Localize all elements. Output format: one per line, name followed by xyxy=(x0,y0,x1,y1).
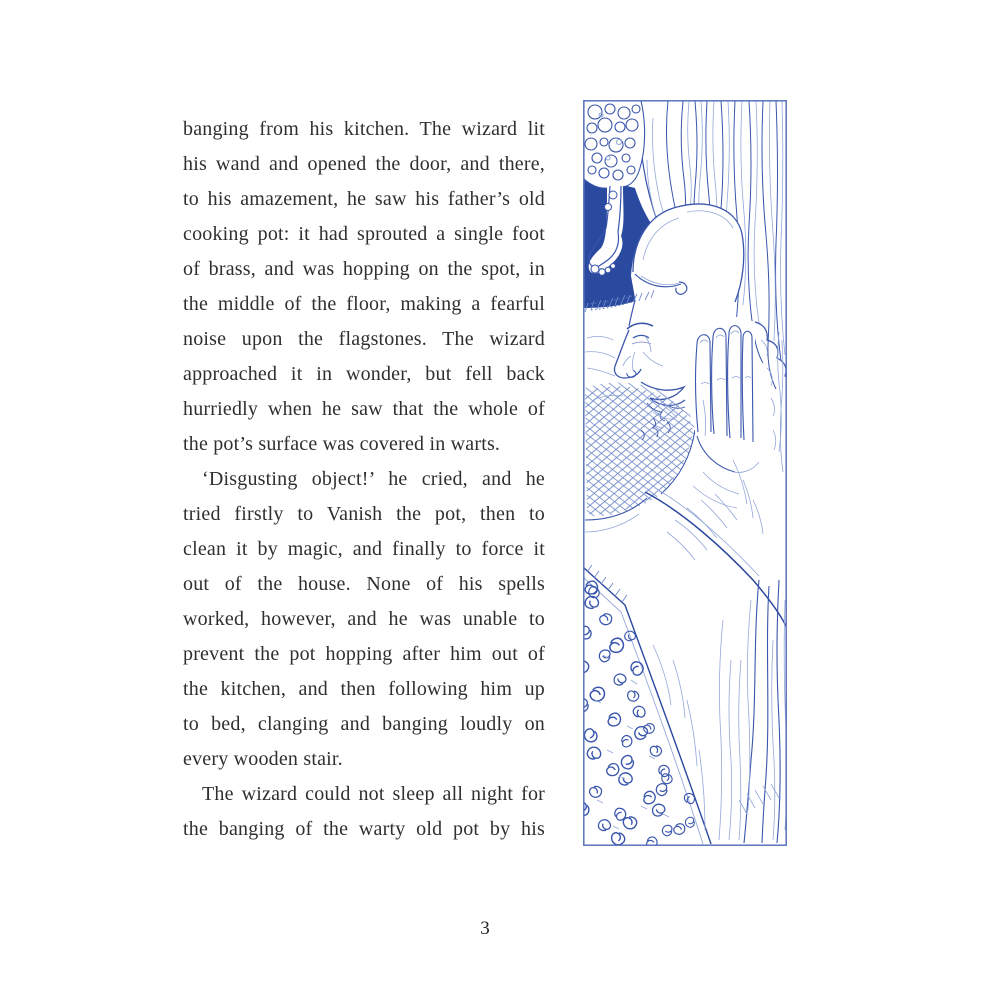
story-line: the kitchen, and then following him up xyxy=(183,678,545,700)
story-line: of brass, and was hopping on the spot, in xyxy=(183,258,545,280)
story-line: the middle of the floor, making a fearful xyxy=(183,293,545,315)
story-line: clean it by magic, and finally to force it xyxy=(183,538,545,560)
story-line: his wand and opened the door, and there, xyxy=(183,153,545,175)
story-line: out of the house. None of his spells xyxy=(183,573,545,595)
story-line: the pot’s surface was covered in warts. xyxy=(183,433,501,455)
story-line: cooking pot: it had sprouted a single foot xyxy=(183,223,545,245)
story-text xyxy=(183,112,545,847)
curtain-folds-bottom-right xyxy=(739,580,787,843)
story-line: tried firstly to Vanish the pot, then to xyxy=(183,503,545,525)
crosshatch-beard-robe xyxy=(585,382,695,532)
story-line: approached it in wonder, but fell back xyxy=(183,363,545,385)
story-line: banging from his kitchen. The wizard lit xyxy=(183,118,545,140)
warty-pot xyxy=(584,101,645,188)
story-line: prevent the pot hopping after him out of xyxy=(183,643,545,665)
story-line: ‘Disgusting object!’ he cried, and he xyxy=(202,468,545,490)
wizard-hand xyxy=(695,316,759,472)
story-line: worked, however, and he was unable to xyxy=(183,608,545,630)
story-line: every wooden stair. xyxy=(183,748,343,770)
swirl-bedspread xyxy=(583,565,711,846)
story-line: hurriedly when he saw that the whole of xyxy=(183,398,545,420)
story-line: to his amazement, he saw his father’s old xyxy=(183,188,545,210)
page-number: 3 xyxy=(480,918,490,939)
story-line: to bed, clanging and banging loudly on xyxy=(183,713,545,735)
ruffled-sleeve-cuff xyxy=(755,322,787,472)
story-line: The wizard could not sleep all night for xyxy=(202,783,545,805)
hopping-pot-illustration xyxy=(583,100,787,846)
story-line: noise upon the flagstones. The wizard xyxy=(183,328,545,350)
story-line: the banging of the warty old pot by his xyxy=(183,818,545,840)
